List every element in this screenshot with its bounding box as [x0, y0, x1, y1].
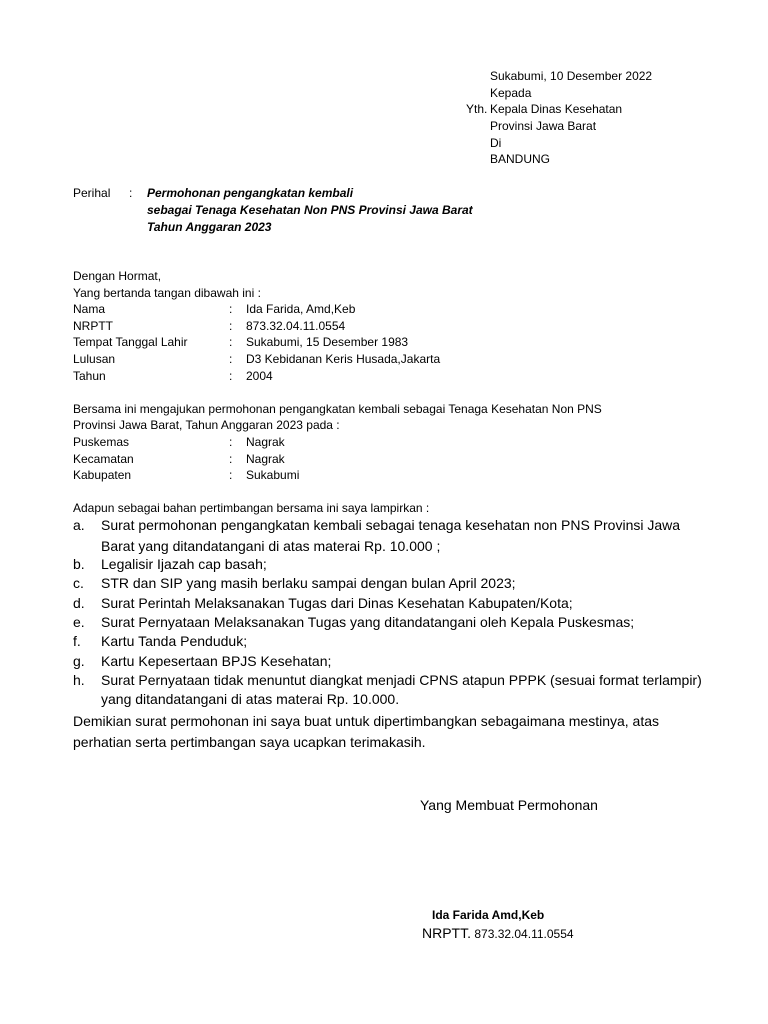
- subject-line-3: Tahun Anggaran 2023: [147, 220, 272, 234]
- attachment-item-text: yang ditandatangani di atas materai Rp. 10.000.: [101, 691, 400, 707]
- identity-colon: :: [229, 302, 233, 316]
- request-line-2: Provinsi Jawa Barat, Tahun Anggaran 2023 pada :: [73, 418, 340, 432]
- greeting: Dengan Hormat,: [73, 269, 162, 283]
- subject-line-1: Permohonan pengangkatan kembali: [147, 186, 354, 200]
- attachment-item-text: Barat yang ditandatangani di atas materai Rp. 10.000 ;: [101, 538, 441, 554]
- attachment-item-text: Surat Pernyataan tidak menuntut diangkat menjadi CPNS atapun PPPK (sesuai format terlampir): [101, 672, 702, 688]
- attachment-item-text: Surat Perintah Melaksanakan Tugas dari Dinas Kesehatan Kabupaten/Kota;: [101, 595, 573, 611]
- signature-nrptt-label: NRPTT.: [422, 925, 471, 941]
- request-line-1: Bersama ini mengajukan permohonan pengangkatan kembali sebagai Tenaga Kesehatan Non PNS: [73, 402, 602, 416]
- signature-name: Ida Farida Amd,Keb: [432, 908, 545, 922]
- placement-colon: :: [229, 452, 233, 466]
- identity-value-tahun: 2004: [246, 369, 273, 383]
- closing-line-2: perhatian serta pertimbangan saya ucapkan terimakasih.: [73, 734, 426, 750]
- identity-label-lulusan: Lulusan: [73, 352, 116, 366]
- subject-line-2: sebagai Tenaga Kesehatan Non PNS Provinsi Jawa Barat: [147, 203, 473, 217]
- placement-colon: :: [229, 435, 233, 449]
- attachment-marker: e.: [73, 614, 85, 630]
- attachment-item-text: STR dan SIP yang masih berlaku sampai dengan bulan April 2023;: [101, 575, 516, 591]
- identity-colon: :: [229, 319, 233, 333]
- subject-label: Perihal: [73, 186, 111, 200]
- attachment-marker: b.: [73, 556, 85, 572]
- placement-label-puskesmas: Puskemas: [73, 435, 130, 449]
- identity-label-nama: Nama: [73, 302, 106, 316]
- place-date: Sukabumi, 10 Desember 2022: [490, 69, 653, 83]
- placement-value-kabupaten: Sukabumi: [246, 468, 300, 482]
- attachment-marker: g.: [73, 653, 85, 669]
- identity-value-ttl: Sukabumi, 15 Desember 1983: [246, 335, 409, 349]
- attachment-item-text: Surat Pernyataan Melaksanakan Tugas yang ditandatangani oleh Kepala Puskesmas;: [101, 614, 635, 630]
- placement-colon: :: [229, 468, 233, 482]
- placement-value-kecamatan: Nagrak: [246, 452, 285, 466]
- subject-colon: :: [129, 186, 133, 200]
- identity-value-lulusan: D3 Kebidanan Keris Husada,Jakarta: [246, 352, 441, 366]
- attachments-intro: Adapun sebagai bahan pertimbangan bersama ini saya lampirkan :: [73, 501, 430, 515]
- signature-nrptt-value: 873.32.04.11.0554: [474, 927, 574, 941]
- closing-line-1: Demikian surat permohonan ini saya buat untuk dipertimbangkan sebagaimana mestinya, atas: [73, 713, 660, 729]
- signature-nrptt: [422, 926, 574, 940]
- attachment-item-text: Legalisir Ijazah cap basah;: [101, 556, 267, 572]
- recipient-yth: Yth.: [466, 102, 488, 116]
- recipient-line-1: Kepala Dinas Kesehatan: [490, 102, 623, 116]
- recipient-line-2: Provinsi Jawa Barat: [490, 119, 597, 133]
- placement-label-kabupaten: Kabupaten: [73, 468, 132, 482]
- attachment-marker: f.: [73, 633, 81, 649]
- recipient-line-4: BANDUNG: [490, 152, 551, 166]
- attachment-item-text: Kartu Kepesertaan BPJS Kesehatan;: [101, 653, 332, 669]
- identity-label-tahun: Tahun: [73, 369, 106, 383]
- attachment-marker: d.: [73, 595, 85, 611]
- attachment-marker: c.: [73, 575, 84, 591]
- placement-label-kecamatan: Kecamatan: [73, 452, 134, 466]
- recipient-kepada: Kepada: [490, 86, 532, 100]
- identity-colon: :: [229, 352, 233, 366]
- identity-value-nama: Ida Farida, Amd,Keb: [246, 302, 356, 316]
- placement-value-puskesmas: Nagrak: [246, 435, 285, 449]
- attachment-marker: a.: [73, 517, 85, 533]
- identity-colon: :: [229, 369, 233, 383]
- intro-text: Yang bertanda tangan dibawah ini :: [73, 286, 261, 300]
- attachment-marker: h.: [73, 672, 85, 688]
- attachment-item-text: Kartu Tanda Penduduk;: [101, 633, 248, 649]
- identity-label-ttl: Tempat Tanggal Lahir: [73, 335, 188, 349]
- identity-colon: :: [229, 335, 233, 349]
- identity-value-nrptt: 873.32.04.11.0554: [246, 319, 346, 333]
- recipient-line-3: Di: [490, 136, 502, 150]
- signature-title: Yang Membuat Permohonan: [420, 797, 598, 813]
- identity-label-nrptt: NRPTT: [73, 319, 113, 333]
- attachment-item-text: Surat permohonan pengangkatan kembali sebagai tenaga kesehatan non PNS Provinsi Jawa: [101, 517, 681, 533]
